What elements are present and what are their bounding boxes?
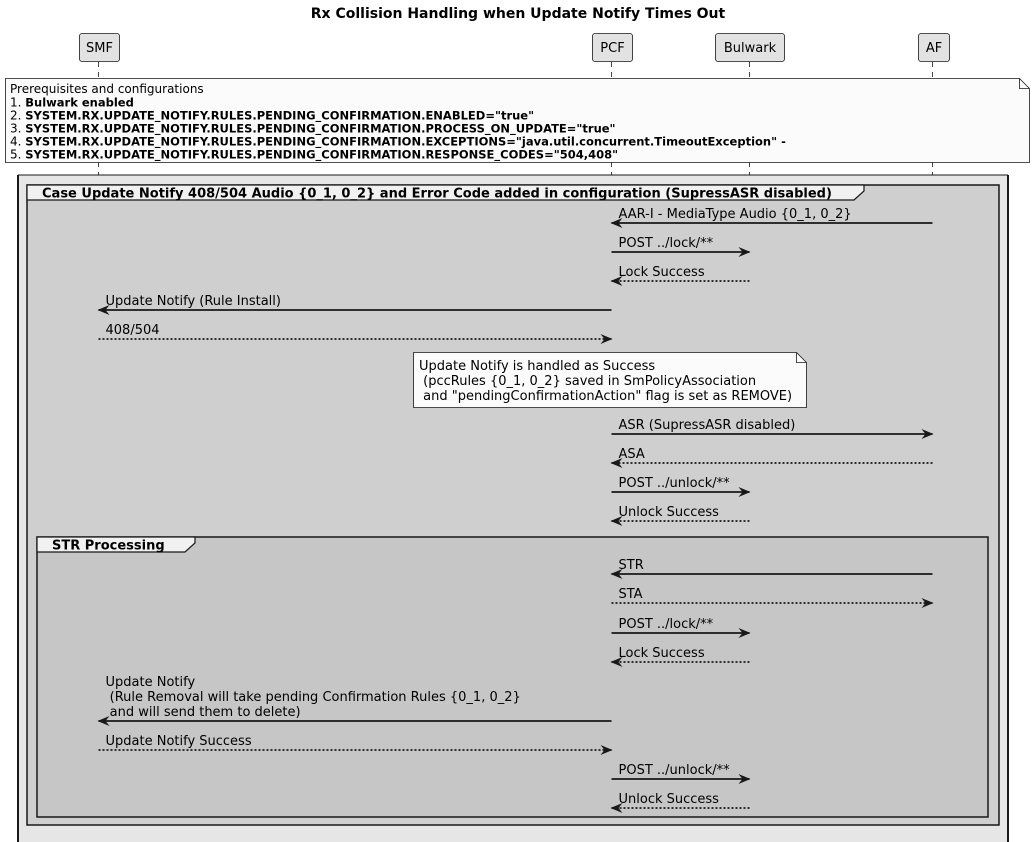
prereq-item-text: SYSTEM.RX.UPDATE_NOTIFY.RULES.PENDING_CONFIRMATION.ENABLED="true"	[25, 108, 535, 123]
message-label: POST ../unlock/**	[618, 476, 730, 491]
message-label: (Rule Removal will take pending Confirmation Rules {0_1, 0_2}	[105, 690, 521, 705]
prereq-item-number: 3.	[10, 121, 26, 136]
prereq-item	[10, 148, 618, 163]
prereq-item	[10, 96, 134, 110]
participant-af-label: AF	[925, 41, 943, 56]
prereq-item-number: 1.	[10, 95, 26, 110]
message-label: AAR-I - MediaType Audio {0_1, 0_2}	[618, 207, 852, 222]
diagram-title: Rx Collision Handling when Update Notify Times Out	[310, 6, 726, 22]
message	[612, 763, 750, 779]
prereq-heading: Prerequisites and configurations	[10, 82, 204, 96]
message-label: POST ../lock/**	[618, 617, 714, 632]
prereq-item-number: 4.	[10, 134, 26, 149]
participant-pcf-label: PCF	[600, 41, 625, 56]
participant-pcf	[593, 34, 633, 62]
message	[612, 476, 750, 492]
handled-note-line: and "pendingConfirmationAction" flag is set as REMOVE)	[419, 389, 793, 404]
handled-note	[414, 353, 807, 408]
participant-smf-label: SMF	[86, 41, 113, 56]
message-label: STR	[618, 558, 644, 573]
message-label: Update Notify Success	[105, 734, 252, 749]
message-label: ASA	[618, 447, 645, 462]
message-label: Update Notify (Rule Install)	[105, 294, 281, 309]
participant-bulwark-label: Bulwark	[723, 41, 777, 56]
participant-af	[919, 34, 950, 62]
message-label: 408/504	[105, 323, 160, 338]
message-label: STA	[618, 587, 643, 602]
prereq-item-text: SYSTEM.RX.UPDATE_NOTIFY.RULES.PENDING_CONFIRMATION.EXCEPTIONS="java.util.concurrent.TimeoutException" -	[25, 134, 786, 149]
message-label: POST ../lock/**	[618, 236, 714, 251]
participant-bulwark	[716, 34, 785, 62]
prereq-item-text: SYSTEM.RX.UPDATE_NOTIFY.RULES.PENDING_CONFIRMATION.PROCESS_ON_UPDATE="true"	[25, 121, 616, 136]
handled-note-line: (pccRules {0_1, 0_2} saved in SmPolicyAssociation	[419, 374, 757, 389]
prereq-item-text: Bulwark enabled	[25, 95, 134, 110]
str-group-label: STR Processing	[52, 538, 165, 554]
message-label: Lock Success	[618, 646, 705, 661]
message-label: Update Notify	[105, 675, 196, 690]
message-label: and will send them to delete)	[105, 705, 301, 720]
prerequisites-note	[6, 79, 1030, 163]
prereq-item-number: 5.	[10, 147, 26, 162]
case-group-label: Case Update Notify 408/504 Audio {0_1, 0_2} and Error Code added in configuration (SupressASR disabled)	[42, 186, 832, 202]
prereq-item-text: SYSTEM.RX.UPDATE_NOTIFY.RULES.PENDING_CONFIRMATION.RESPONSE_CODES="504,408"	[25, 147, 619, 162]
message-label: ASR (SupressASR disabled)	[618, 418, 796, 433]
prereq-item-number: 2.	[10, 108, 26, 123]
message-label: Unlock Success	[618, 792, 719, 807]
handled-note-line: Update Notify is handled as Success	[419, 359, 656, 374]
message-label: Lock Success	[618, 265, 705, 280]
message-label: POST ../unlock/**	[618, 763, 730, 778]
participant-smf	[80, 34, 120, 62]
message-label: Unlock Success	[618, 505, 719, 520]
